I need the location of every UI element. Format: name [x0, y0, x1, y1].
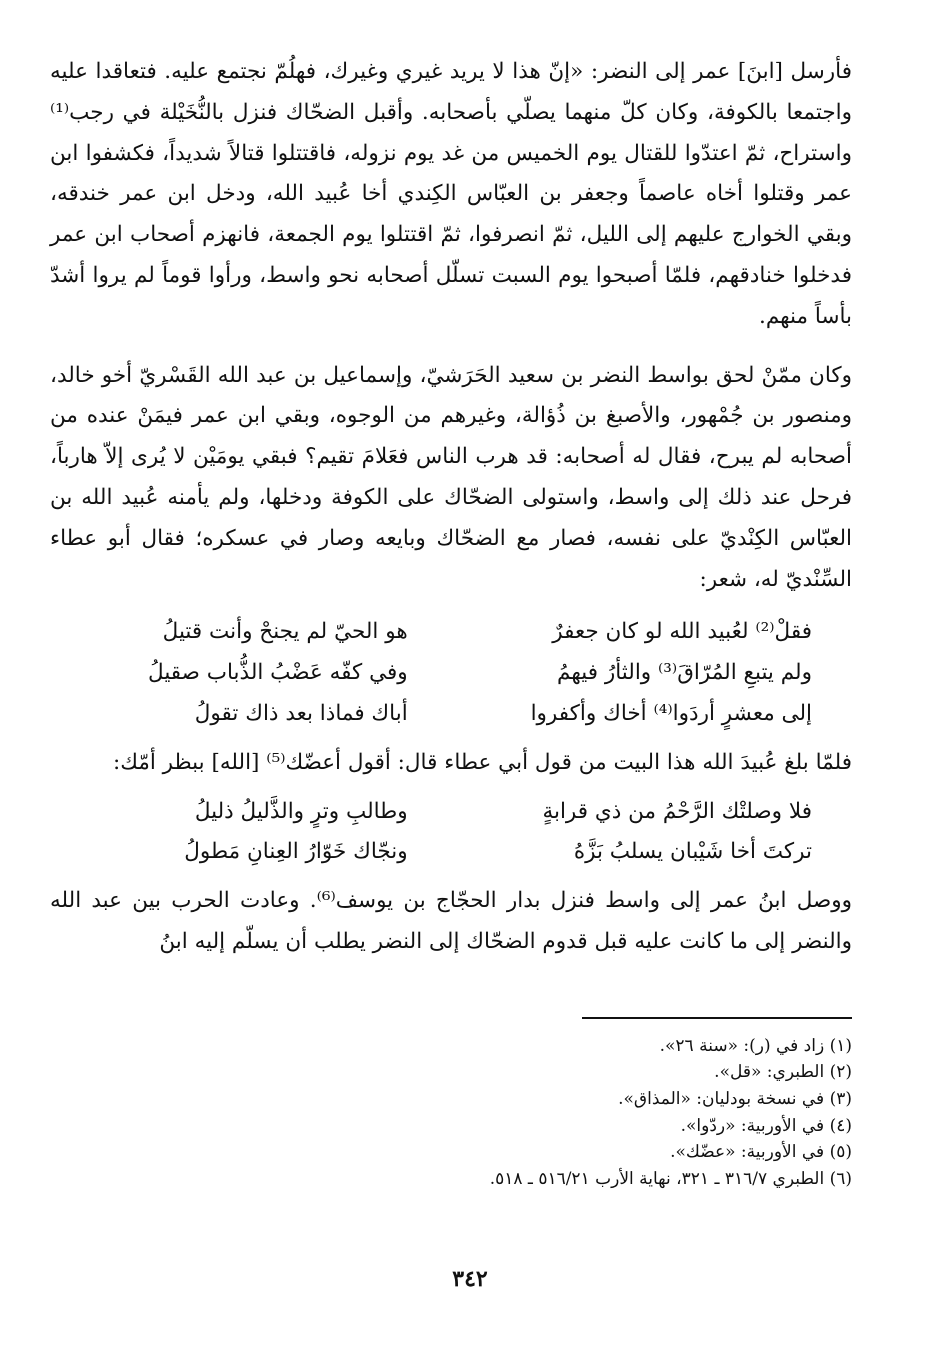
poem-ubaydallah: [50, 792, 852, 874]
verse-3: [50, 694, 852, 735]
verse-1-second-hemistich: هو الحيّ لم يجنحْ وأنت قتيلُ: [162, 619, 408, 645]
verse-5-first-hemistich: تركتَ أخا شَيْبان يسلبُ بَزَّهُ: [573, 839, 812, 865]
verse-1: [50, 612, 852, 653]
footnote-2: (٢) الطبري: «قل».: [714, 1062, 852, 1083]
verse-4: [50, 792, 852, 833]
footnote-5: (٥) في الأوربية: «عضّك».: [670, 1142, 852, 1163]
paragraph-battle-kufa: فأرسل [ابنَ] عمر إلى النضر: «إنّ هذا لا يريد غيري وغيرك، فهلُمّ نجتمع عليه. فتعاقدا عليه واجتمعا بالكوفة، وكان كلّ منهما يصلّي بأصحابه. وأقبل الضحّاك فنزل بالنُّخَيْلة في رجب⁽¹⁾ واستراح، ثمّ اعتدّوا للقتال يوم الخميس من غد يوم نزوله، فاقتتلوا قتالاً شديداً، فكشفوا ابن عمر وقتلوا أخاه عاصماً وجعفر بن العبّاس الكِندي أخا عُبيد الله، ودخل ابن عمر خندقه، وبقي الخوارج عليهم إلى الليل، ثمّ انصرفوا، ثمّ اقتتلوا يوم الجمعة، فانهزم أصحاب ابن عمر فدخلوا خنادقهم، فلمّا أصبحوا يوم السبت تسلّل أصحابه نحو واسط، ورأوا قوماً لم يروا أشدّ بأساً منهم.: [50, 59, 852, 329]
verse-2: [50, 653, 852, 694]
footnote-1: (١) زاد في (ر): «سنة ٢٦».: [659, 1035, 852, 1056]
verse-4-first-hemistich: فلا وصلتْك الرَّحْمُ من ذي قرابةٍ: [542, 798, 812, 824]
verse-2-second-hemistich: وفي كفّه عَضْبُ الذُّباب صقيلُ: [148, 660, 408, 686]
verse-3-first-hemistich: إلى معشرٍ أردَوا⁽⁴⁾ أخاك وأكفروا: [530, 700, 812, 726]
verse-5: [50, 832, 852, 873]
paragraph-flight-wasit: وكان ممّنْ لحق بواسط النضر بن سعيد الحَرَشيّ، وإسماعيل بن عبد الله القَسْريّ أخو خالد، ومنصور بن جُمْهور، والأصبغ بن ذُؤالة، وغيرهم من الوجوه، وبقي ابن عمر فيمَنْ عنده من أصحابه لم يبرح، فقال له أصحابه: قد هرب الناس فعَلامَ تقيم؟ فبقي يومَيْن لا يُرى إلاّ هارباً، فرحل عند ذلك إلى واسط، واستولى الضحّاك على الكوفة ودخلها، ولم يأمنه عُبيد الله بن العبّاس الكِنْديّ على نفسه، فصار مع الضحّاك وبايعه وصار في عسكره؛ فقال أبو عطاء السِّنْديّ له، شعر:: [50, 362, 852, 592]
paragraph-ubaydallah-reply: فلمّا بلغ عُبيدَ الله هذا البيت من قول أبي عطاء قال: أقول أعضّك⁽⁵⁾ [الله] ببظر أمّك:: [113, 749, 852, 775]
footnote-3: (٣) في نسخة بودليان: «المذاق».: [618, 1088, 852, 1109]
footnote-4: (٤) في الأوربية: «ردّوا».: [680, 1115, 852, 1136]
verse-5-second-hemistich: ونجّاك خَوّارُ العِنانِ مَطولُ: [184, 839, 408, 865]
paragraph-ibn-umar-wasit: ووصل ابنُ عمر إلى واسط فنزل بدار الحجّاج بن يوسف⁽⁶⁾. وعادت الحرب بين عبد الله والنضر إلى ما كانت عليه قبل قدوم الضحّاك إلى النضر يطلب أن يسلّم إليه ابنُ: [50, 888, 852, 954]
verse-2-first-hemistich: ولم يتبعِ المُرّاقَ⁽³⁾ والثأرُ فيهمُ: [557, 660, 812, 686]
page-number: ٣٤٢: [452, 1266, 488, 1292]
verse-1-first-hemistich: فقلْ⁽²⁾ لعُبيد الله لو كان جعفرٌ: [552, 619, 812, 645]
footnote-6: (٦) الطبري ٣١٦/٧ ـ ٣٢١، نهاية الأرب ٥١٦/٢١ ـ ٥١٨.: [489, 1168, 852, 1189]
footnotes-list: [50, 1033, 852, 1193]
footnote-separator: [582, 1017, 852, 1019]
verse-3-second-hemistich: أباك فماذا بعد ذاك تقولُ: [194, 700, 408, 726]
verse-4-second-hemistich: وطالبِ وترٍ والذَّليلُ ذليلُ: [194, 798, 408, 824]
poem-abu-ata: [50, 612, 852, 734]
